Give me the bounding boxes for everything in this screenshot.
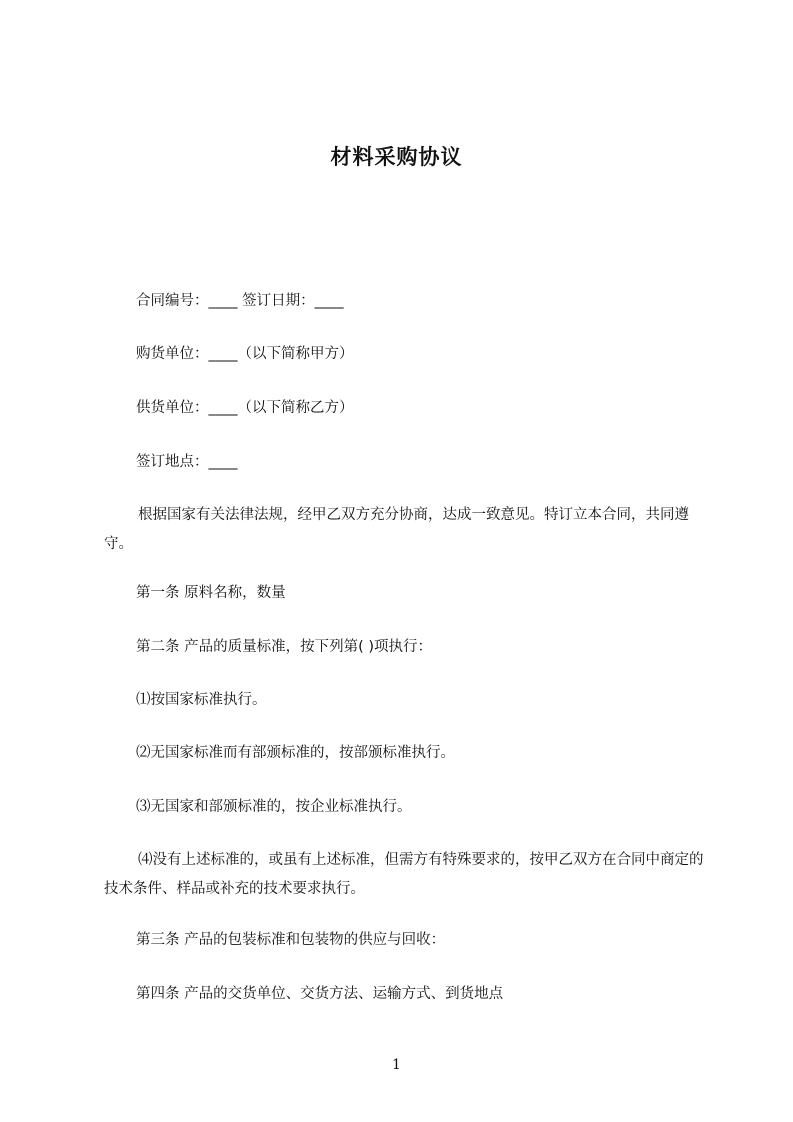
quality-item-3: ⑶无国家和部颁标准的，按企业标准执行。 bbox=[136, 799, 412, 815]
preamble-paragraph: 根据国家有关法律法规，经甲乙双方充分协商，达成一致意见。特订立本合同，共同遵守。 bbox=[104, 507, 689, 552]
purchaser-line: 购货单位：____（以下简称甲方） bbox=[136, 346, 354, 362]
signing-place-line: 签订地点：____ bbox=[136, 454, 238, 470]
quality-item-4: ⑷没有上述标准的，或虽有上述标准，但需方有特殊要求的，按甲乙双方在合同中商定的技术条件、样品或补充的技术要求执行。 bbox=[104, 852, 704, 897]
article-4: 第四条 产品的交货单位、交货方法、运输方式、到货地点 bbox=[136, 986, 504, 1002]
page-number: 1 bbox=[392, 1057, 401, 1073]
article-3: 第三条 产品的包装标准和包装物的供应与回收： bbox=[136, 932, 446, 948]
document-title: 材料采购协议 bbox=[330, 145, 463, 169]
contract-number-line: 合同编号：____ 签订日期：____ bbox=[136, 293, 344, 309]
quality-item-2: ⑵无国家标准而有部颁标准的，按部颁标准执行。 bbox=[136, 745, 455, 761]
supplier-line: 供货单位：____（以下简称乙方） bbox=[136, 400, 354, 416]
quality-item-1: ⑴按国家标准执行。 bbox=[136, 692, 267, 708]
article-1: 第一条 原料名称，数量 bbox=[136, 585, 286, 601]
article-2: 第二条 产品的质量标准，按下列第( )项执行： bbox=[136, 639, 433, 655]
